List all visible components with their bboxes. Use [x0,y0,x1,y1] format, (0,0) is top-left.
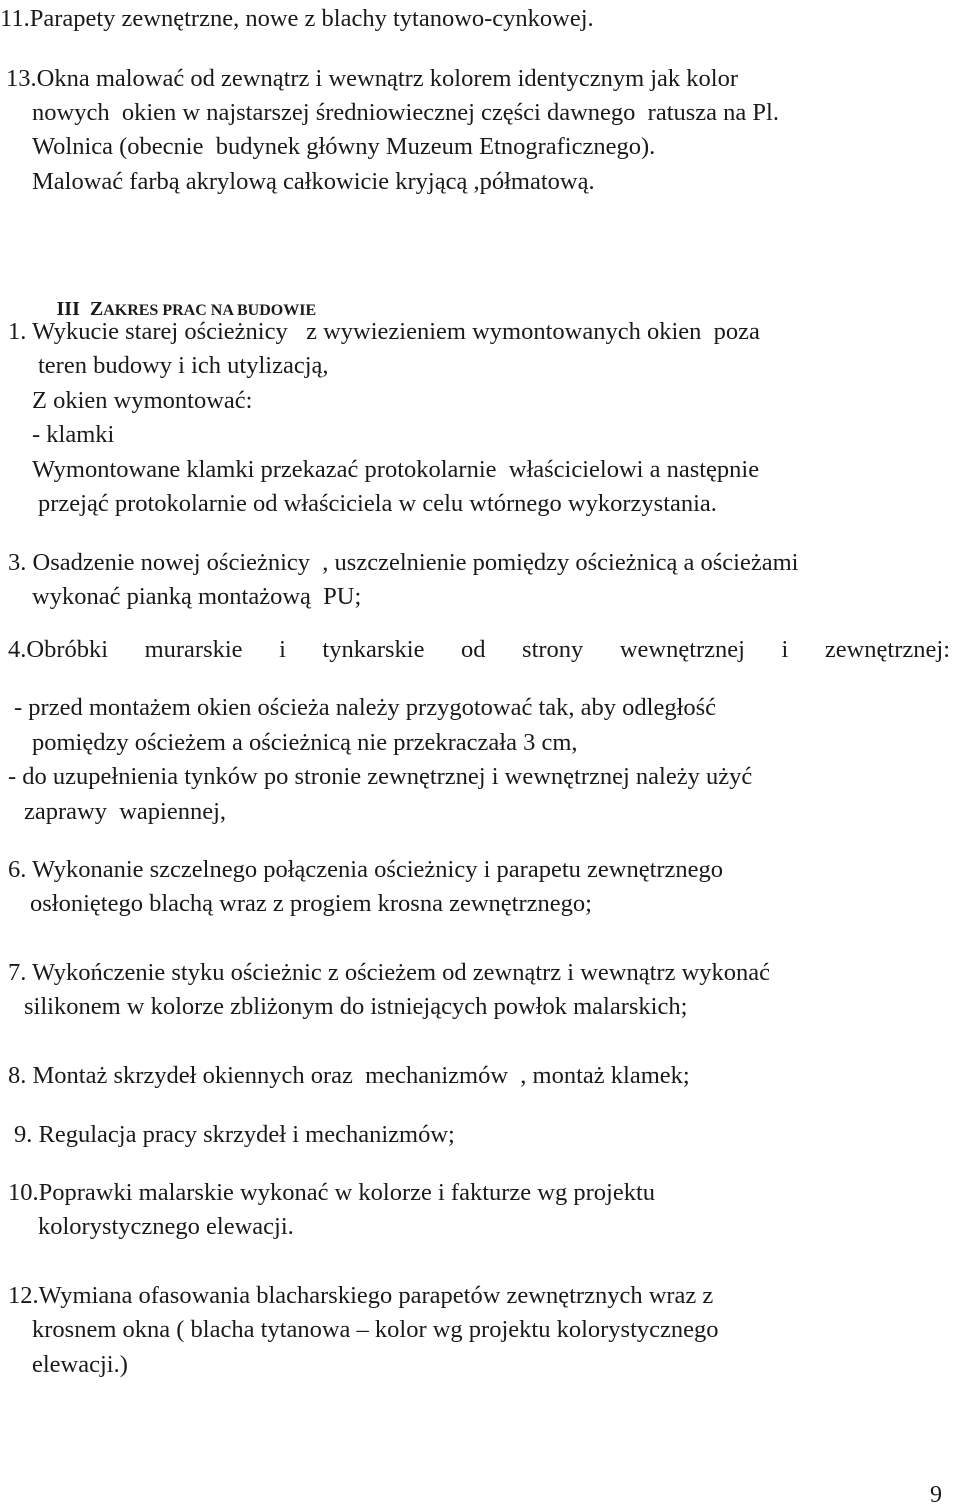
section-roman: III [56,298,80,320]
work-1-line-6: przejąć protokolarnie od właściciela w celu wtórnego wykorzystania. [38,490,717,517]
item-11: 11.Parapety zewnętrzne, nowe z blachy tytanowo-cynkowej. [0,5,594,32]
section-heading-initial: Z [89,298,104,320]
work-3-line-1: 3. Osadzenie nowej ościeżnicy , uszczelnienie pomiędzy ościeżnicą a ościeżami [8,549,799,576]
work-4-sub-4: zaprawy wapiennej, [24,798,227,825]
work-10-line-2: kolorystycznego elewacji. [38,1213,294,1240]
work-7-line-2: silikonem w kolorze zbliżonym do istniejących powłok malarskich; [24,993,688,1020]
work-6-line-1: 6. Wykonanie szczelnego połączenia ościeżnicy i parapetu zewnętrznego [8,856,724,883]
work-4-sub-1: - przed montażem okien ościeża należy przygotować tak, aby odległość [14,694,717,721]
item-13-line-3: Wolnica (obecnie budynek główny Muzeum Etnograficznego). [32,133,656,160]
work-7-line-1: 7. Wykończenie styku ościeżnic z ościeżem od zewnątrz i wewnątrz wykonać [8,959,771,986]
work-10-line-1: 10.Poprawki malarskie wykonać w kolorze i fakturze wg projektu [8,1179,656,1206]
work-4-heading: 4.Obróbki murarskie i tynkarskie od strony wewnętrznej i zewnętrznej: [8,636,950,663]
work-1-line-3: Z okien wymontować: [32,387,253,414]
work-1-line-5: Wymontowane klamki przekazać protokolarnie właścicielowi a następnie [32,456,760,483]
work-8: 8. Montaż skrzydeł okiennych oraz mechanizmów , montaż klamek; [8,1062,690,1089]
work-12-line-3: elewacji.) [32,1351,128,1378]
work-12-line-2: krosnem okna ( blacha tytanowa – kolor wg projektu kolorystycznego [32,1316,719,1343]
section-heading-rest: AKRES PRAC NA BUDOWIE [103,302,317,319]
work-6-line-2: osłoniętego blachą wraz z progiem krosna zewnętrznego; [30,890,592,917]
item-13-line-2: nowych okien w najstarszej średniowiecznej części dawnego ratusza na Pl. [32,99,779,126]
work-1-line-2: teren budowy i ich utylizacją, [38,352,329,379]
work-1-line-1: 1. Wykucie starej ościeżnicy z wywiezieniem wymontowanych okien poza [8,318,760,345]
work-4-sub-3: - do uzupełnienia tynków po stronie zewnętrznej i wewnętrznej należy użyć [8,763,753,790]
page-number: 9 [930,1482,942,1508]
work-12-line-1: 12.Wymiana ofasowania blacharskiego parapetów zewnętrznych wraz z [8,1282,714,1309]
work-3-line-2: wykonać pianką montażową PU; [32,583,362,610]
work-9: 9. Regulacja pracy skrzydeł i mechanizmów; [14,1121,455,1148]
work-4-sub-2: pomiędzy ościeżem a ościeżnicą nie przekraczała 3 cm, [32,729,578,756]
work-1-line-4: - klamki [32,421,115,448]
item-13-line-4: Malować farbą akrylową całkowicie kryjącą ,półmatową. [32,168,595,195]
item-13-line-1: 13.Okna malować od zewnątrz i wewnątrz kolorem identycznym jak kolor [6,65,739,92]
